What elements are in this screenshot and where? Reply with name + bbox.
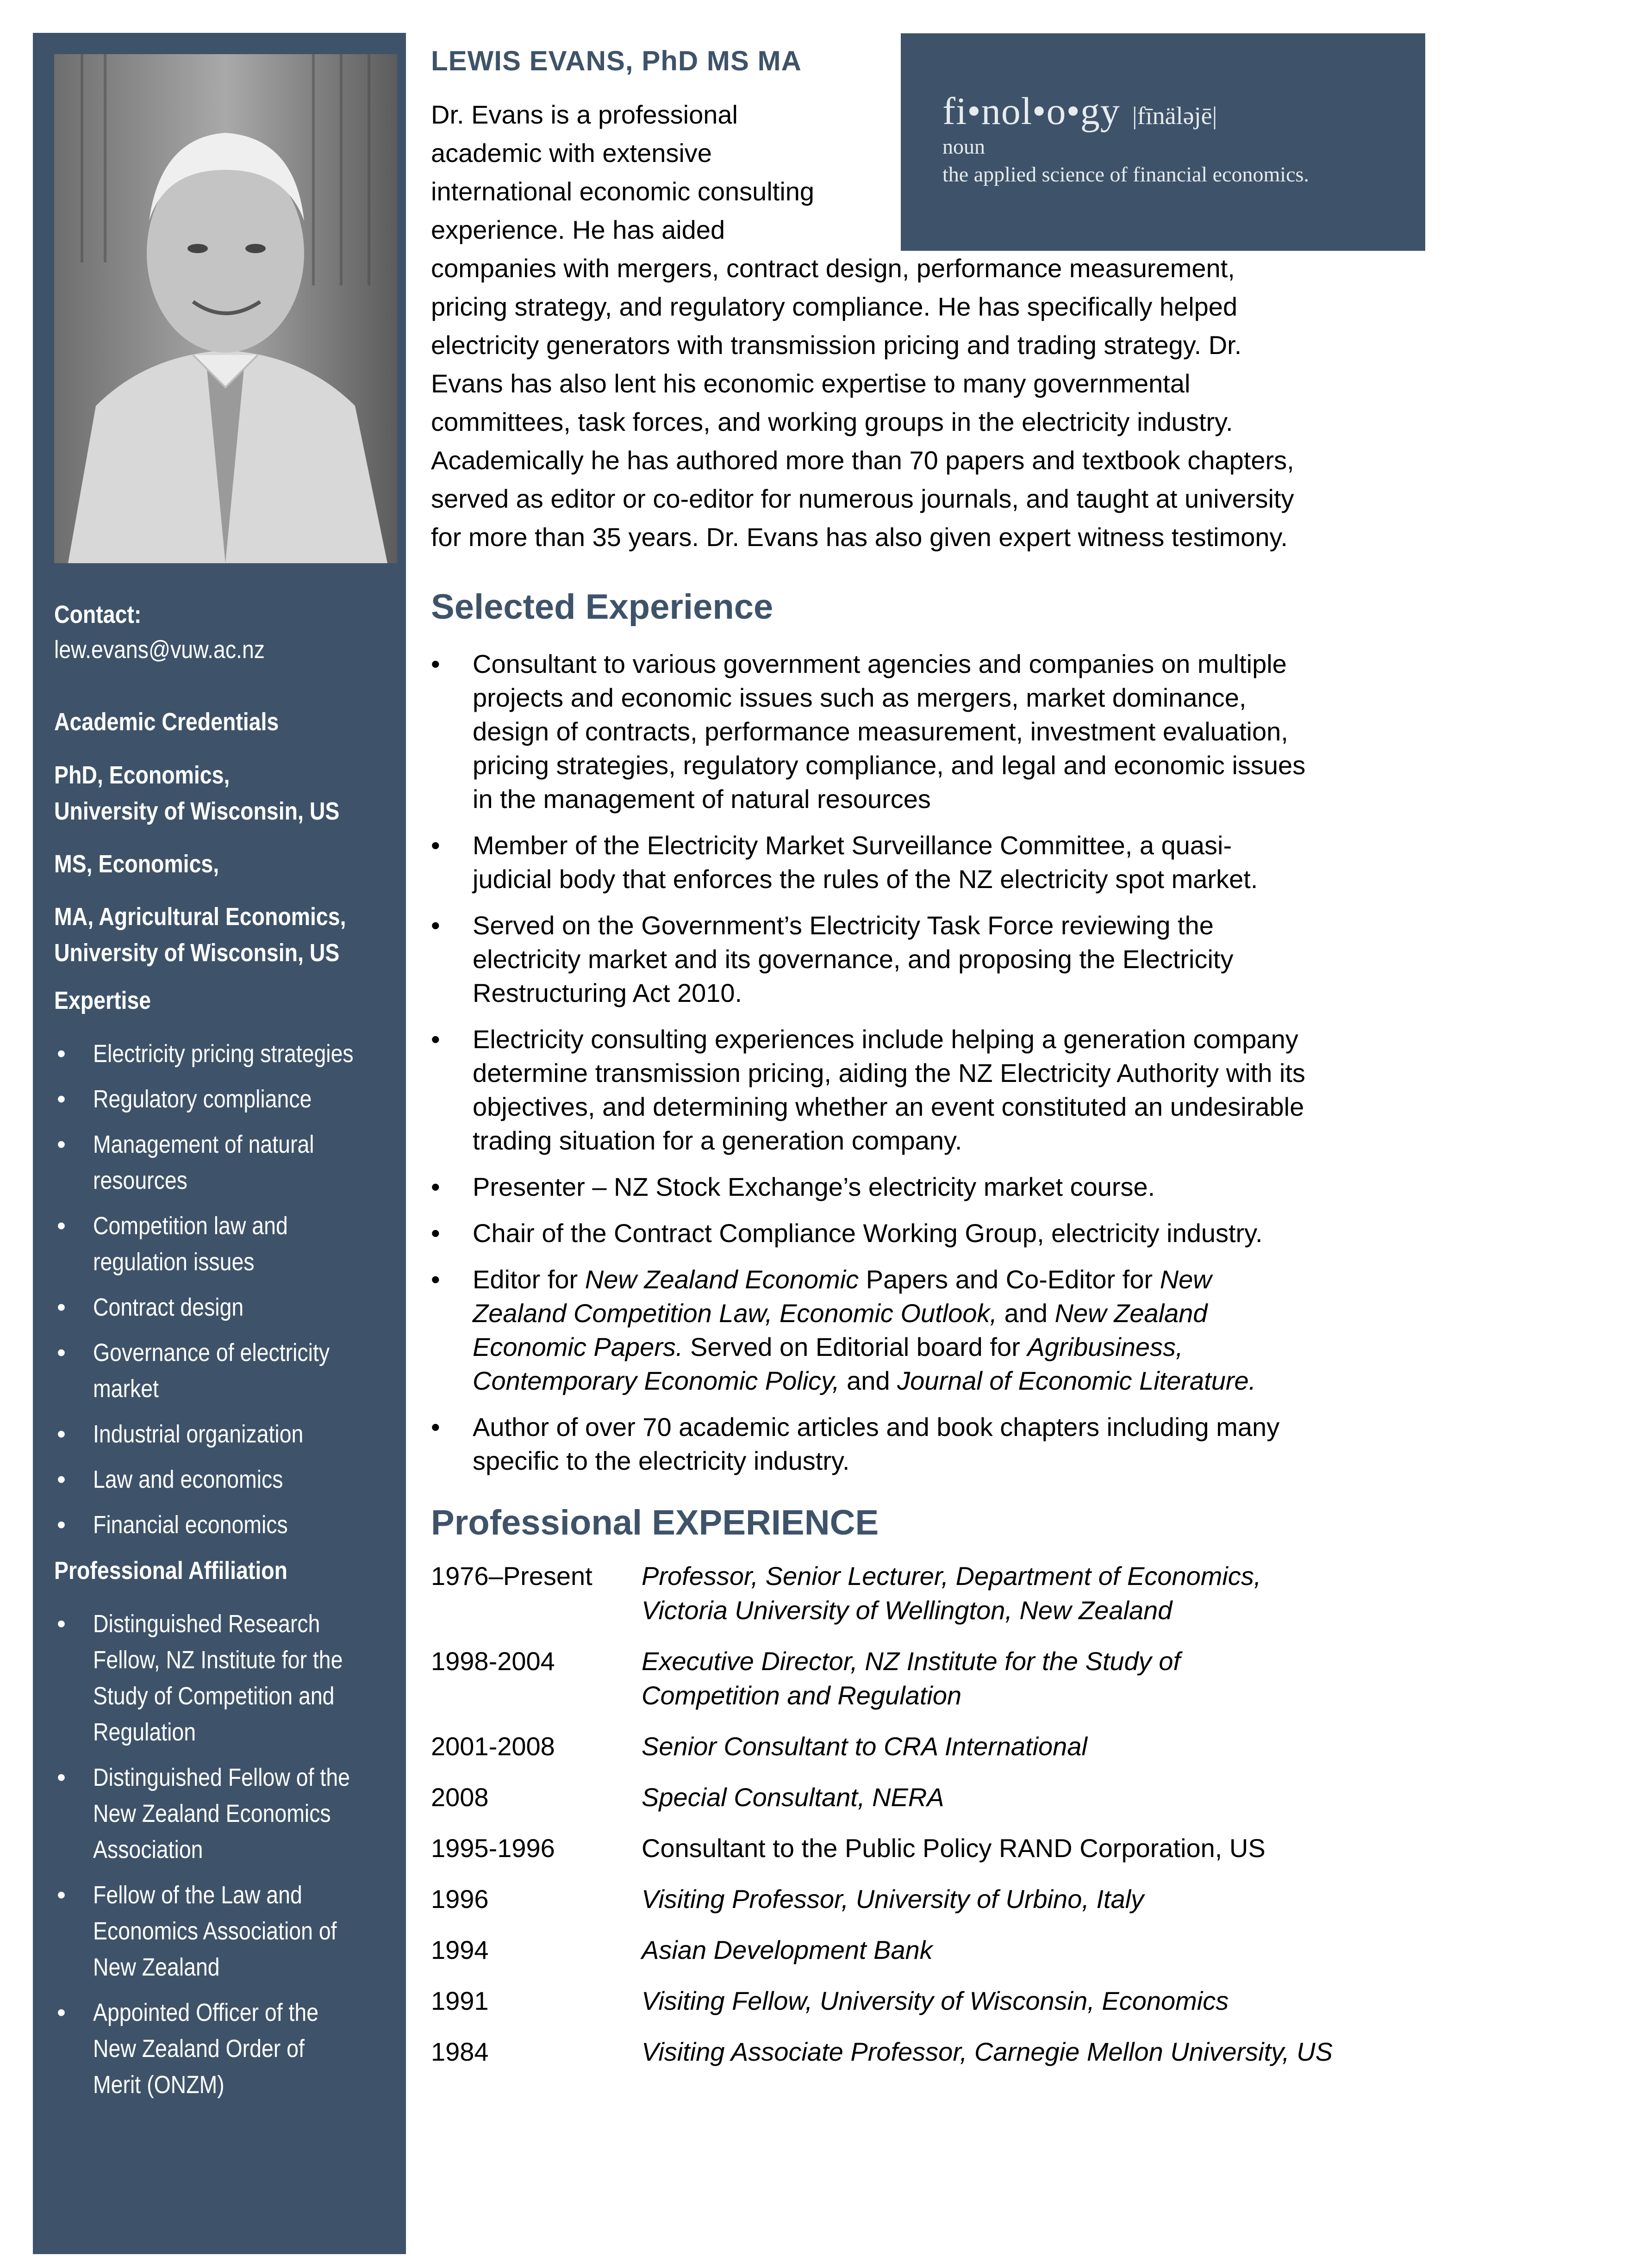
experience-role (642, 1831, 1431, 1865)
logo-definition: the applied science of financial economics. (942, 162, 1309, 186)
affiliation-item-line: Appointed Officer of the (93, 1999, 319, 2026)
experience-bullet-text: Editor for New Zealand Economic Papers and Co-Editor for New Zealand Competition Law, Economic Outlook, and New Zealand Economic Papers. Served on Editorial board for Agribusiness, Contemporary Economic Policy, and Journal of Economic Literature. (473, 1265, 1256, 1395)
selected-experience-heading: Selected Experience (431, 587, 773, 627)
experience-bullet (431, 908, 1431, 1010)
affiliation-item-line: New Zealand Economics (93, 1800, 331, 1827)
profile-photo (54, 54, 397, 563)
experience-bullet (431, 1216, 1431, 1250)
affiliation-item (54, 1995, 397, 2103)
experience-role-line: Consultant to the Public Policy RAND Corporation, US (642, 1833, 1266, 1863)
experience-role-line: Special Consultant, NERA (642, 1783, 944, 1812)
experience-role-line: Professor, Senior Lecturer, Department of Economics, (642, 1561, 1261, 1591)
experience-bullet-text: Chair of the Contract Compliance Working Group, electricity industry. (473, 1218, 1263, 1248)
expertise-item-line: Management of natural (93, 1131, 314, 1158)
experience-role-line: Senior Consultant to CRA International (642, 1732, 1087, 1761)
experience-row (431, 1559, 1431, 1628)
bullet-icon: • (57, 1511, 66, 1539)
intro-paragraph (431, 95, 1431, 556)
credential-item (54, 899, 397, 971)
logo-word: fi•nol•o•gy (942, 90, 1120, 133)
expertise-item (54, 1036, 397, 1072)
bullet-icon: • (57, 1610, 66, 1638)
experience-role (642, 1559, 1431, 1628)
experience-role (642, 1933, 1431, 1967)
intro-line: companies with mergers, contract design, performance measurement, (431, 254, 1235, 283)
affiliation-item-line: Fellow of the Law and (93, 1881, 302, 1909)
experience-year: 1996 (431, 1884, 489, 1914)
affiliation-item-line: Association (93, 1836, 203, 1864)
bullet-icon: • (431, 831, 440, 860)
affiliation-item-line: Distinguished Fellow of the (93, 1764, 350, 1791)
expertise-item-line: Competition law and (93, 1212, 288, 1240)
page-title: LEWIS EVANS, PhD MS MA (431, 45, 802, 76)
affiliation-item-line: New Zealand Order of (93, 2035, 305, 2063)
bullet-icon: • (57, 1420, 66, 1448)
expertise-heading: Expertise (54, 987, 151, 1014)
experience-bullet (431, 647, 1431, 816)
affiliation-item-line: Economics Association of (93, 1917, 337, 1945)
experience-year: 2001-2008 (431, 1732, 555, 1761)
experience-bullet (431, 1170, 1431, 1204)
affiliation-item-line: New Zealand (93, 1953, 220, 1981)
experience-bullet-text: Member of the Electricity Market Surveillance Committee, a quasi- judicial body that enforces the rules of the NZ electricity spot market. (473, 831, 1258, 894)
experience-year: 2008 (431, 1783, 489, 1812)
credential-item (54, 846, 397, 882)
expertise-item-line: resources (93, 1167, 187, 1194)
experience-year: 1995-1996 (431, 1833, 555, 1863)
bullet-icon: • (57, 1466, 66, 1493)
expertise-item-line: Industrial organization (93, 1420, 304, 1448)
bullet-icon: • (57, 1293, 66, 1321)
bullet-icon: • (57, 1085, 66, 1113)
affiliation-item (54, 1759, 397, 1868)
expertise-item-line: Contract design (93, 1293, 244, 1321)
affiliation-item-line: Fellow, NZ Institute for the (93, 1646, 343, 1674)
intro-line: served as editor or co-editor for numerous journals, and taught at university (431, 484, 1294, 513)
experience-role-line: Visiting Fellow, University of Wisconsin, Economics (642, 1986, 1229, 2015)
experience-bullet-text: Electricity consulting experiences include helping a generation company determine transmission pricing, aiding the NZ Electricity Authority with its objectives, and determining whether an event constituted an undesirable trading situation for a generation company. (473, 1025, 1305, 1155)
intro-line: for more than 35 years. Dr. Evans has also given expert witness testimony. (431, 522, 1288, 552)
expertise-item (54, 1081, 397, 1117)
expertise-item-line: Electricity pricing strategies (93, 1040, 354, 1068)
experience-bullet (431, 828, 1431, 896)
credential-line: PhD, Economics, (54, 761, 230, 789)
bullet-icon: • (431, 1218, 440, 1248)
intro-line: experience. He has aided (431, 215, 725, 244)
experience-role-line: Visiting Associate Professor, Carnegie Mellon University, US (642, 2037, 1333, 2066)
intro-line: pricing strategy, and regulatory compliance. He has specifically helped (431, 292, 1238, 321)
bullet-icon: • (431, 911, 440, 940)
experience-year: 1994 (431, 1935, 489, 1964)
experience-row (431, 1729, 1431, 1764)
intro-line: academic with extensive (431, 138, 712, 168)
experience-row (431, 1933, 1431, 1967)
experience-role-line: Victoria University of Wellington, New Zealand (642, 1596, 1172, 1625)
experience-role (642, 2035, 1431, 2069)
experience-year: 1984 (431, 2037, 489, 2066)
intro-line: electricity generators with transmission pricing and trading strategy. Dr. (431, 330, 1242, 360)
affiliation-list (54, 1606, 397, 2103)
bullet-icon: • (57, 1131, 66, 1158)
credential-line: University of Wisconsin, US (54, 939, 340, 967)
experience-role-line: Competition and Regulation (642, 1681, 962, 1710)
affiliation-item-line: Distinguished Research (93, 1610, 320, 1638)
bullet-icon: • (431, 1265, 440, 1294)
bullet-icon: • (431, 1412, 440, 1442)
expertise-list (54, 1036, 397, 1543)
logo-part-of-speech: noun (942, 135, 985, 158)
experience-role (642, 1729, 1431, 1764)
contact-email[interactable]: lew.evans@vuw.ac.nz (54, 636, 265, 664)
affiliation-item-line: Merit (ONZM) (93, 2071, 225, 2099)
experience-bullet-text: Consultant to various government agencies and companies on multiple projects and economic issues such as mergers, market dominance, design of contracts, performance measurement, investment evaluation, pricing strategies, regulatory compliance, and legal and economic issues in the management of natural resources (473, 649, 1306, 814)
expertise-item (54, 1335, 397, 1407)
experience-role (642, 1644, 1431, 1713)
experience-row (431, 2035, 1431, 2069)
affiliation-item-line: Study of Competition and (93, 1682, 335, 1710)
expertise-item-line: Financial economics (93, 1511, 288, 1539)
experience-bullet-text: Author of over 70 academic articles and book chapters including many specific to the electricity industry. (473, 1412, 1280, 1475)
credential-line: MS, Economics, (54, 850, 219, 878)
bullet-icon: • (431, 1025, 440, 1054)
experience-role-line: Asian Development Bank (642, 1935, 933, 1964)
experience-year: 1991 (431, 1986, 489, 2015)
intro-line: committees, task forces, and working groups in the electricity industry. (431, 407, 1233, 436)
credential-line: MA, Agricultural Economics, (54, 903, 346, 931)
affiliation-item-line: Regulation (93, 1718, 196, 1746)
main-content (431, 41, 1431, 2086)
experience-row (431, 1984, 1431, 2018)
expertise-item-line: Law and economics (93, 1466, 283, 1493)
expertise-item (54, 1289, 397, 1325)
experience-bullet (431, 1022, 1431, 1157)
bullet-icon: • (57, 1999, 66, 2026)
experience-row (431, 1780, 1431, 1814)
bullet-icon: • (57, 1212, 66, 1240)
experience-role-line: Executive Director, NZ Institute for the Study of (642, 1647, 1181, 1676)
bullet-icon: • (431, 649, 440, 678)
affiliation-item (54, 1877, 397, 1985)
expertise-item (54, 1416, 397, 1452)
experience-row (431, 1644, 1431, 1713)
expertise-item-line: Regulatory compliance (93, 1085, 312, 1113)
experience-row (431, 1831, 1431, 1865)
experience-role (642, 1882, 1431, 1916)
expertise-item-line: regulation issues (93, 1248, 255, 1276)
expertise-item (54, 1126, 397, 1199)
expertise-item-line: Governance of electricity (93, 1339, 330, 1367)
professional-experience-heading: Professional EXPERIENCE (431, 1503, 879, 1542)
expertise-item-line: market (93, 1375, 159, 1403)
experience-role (642, 1780, 1431, 1814)
professional-experience-list (431, 1559, 1431, 2069)
experience-row (431, 1882, 1431, 1916)
expertise-item (54, 1507, 397, 1543)
credential-line: University of Wisconsin, US (54, 797, 340, 825)
intro-line: Academically he has authored more than 70 papers and textbook chapters, (431, 446, 1294, 475)
affiliation-item (54, 1606, 397, 1750)
experience-bullet-text: Presenter – NZ Stock Exchange’s electricity market course. (473, 1172, 1155, 1201)
contact-heading: Contact: (54, 601, 142, 628)
affiliation-heading: Professional Affiliation (54, 1557, 288, 1584)
credential-item (54, 757, 397, 829)
experience-bullet-text: Served on the Government’s Electricity Task Force reviewing the electricity market and its governance, and proposing the Electricity Restructuring Act 2010. (473, 911, 1234, 1007)
credentials-list (54, 757, 397, 971)
bullet-icon: • (57, 1881, 66, 1909)
sidebar-content (54, 597, 397, 2112)
selected-experience-list (431, 647, 1431, 1478)
logo-pronunciation: |fīnäləjē| (1132, 102, 1217, 130)
experience-year: 1976–Present (431, 1561, 592, 1591)
experience-bullet (431, 1262, 1431, 1398)
experience-role (642, 1984, 1431, 2018)
credentials-heading: Academic Credentials (54, 708, 279, 736)
experience-bullet (431, 1410, 1431, 1478)
intro-line: Dr. Evans is a professional (431, 100, 738, 129)
experience-role-line: Visiting Professor, University of Urbino, Italy (642, 1884, 1144, 1914)
experience-year: 1998-2004 (431, 1647, 555, 1676)
expertise-item (54, 1461, 397, 1498)
intro-line: Evans has also lent his economic expertise to many governmental (431, 369, 1191, 398)
expertise-item (54, 1208, 397, 1280)
bullet-icon: • (57, 1040, 66, 1068)
bullet-icon: • (57, 1764, 66, 1791)
intro-line: international economic consulting (431, 177, 815, 206)
bullet-icon: • (431, 1172, 440, 1201)
bullet-icon: • (57, 1339, 66, 1367)
